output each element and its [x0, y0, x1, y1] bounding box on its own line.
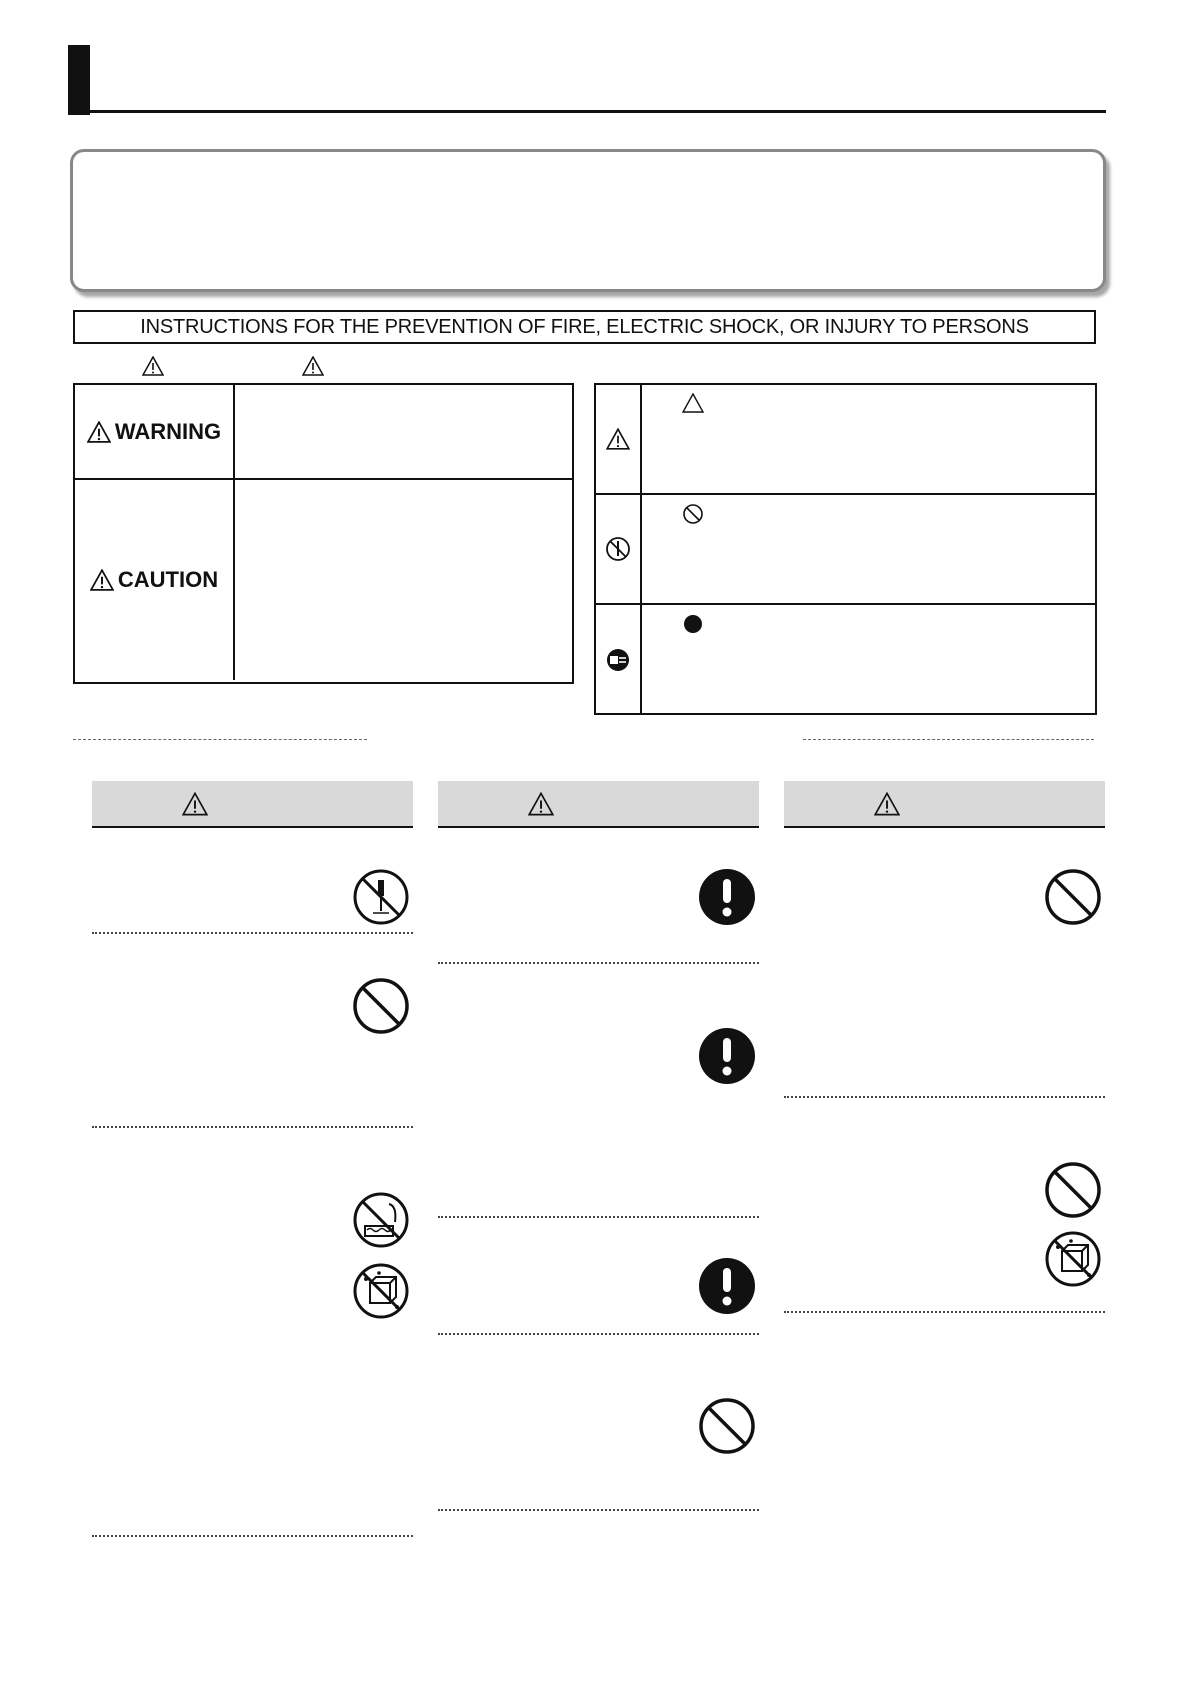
warning-label: WARNING	[114, 418, 222, 444]
separator	[438, 1216, 759, 1218]
dashed-rule-left	[73, 739, 367, 740]
intro-box	[70, 149, 1106, 292]
column-2-header	[438, 781, 759, 828]
prohibited-icon	[1043, 867, 1103, 927]
symbol-meaning-table	[594, 383, 1097, 715]
unplug-icon	[605, 647, 631, 673]
separator	[92, 1126, 413, 1128]
no-moisture-icon	[1043, 1229, 1103, 1289]
warning-triangle-icon	[606, 428, 630, 450]
instructions-heading-box	[73, 310, 1096, 344]
caution-label: CAUTION	[117, 567, 219, 592]
warning-triangle-icon	[142, 356, 164, 376]
mandatory-symbol-row	[596, 605, 1095, 715]
do-not-disassemble-icon	[351, 867, 411, 927]
no-water-icon	[351, 1190, 411, 1250]
warning-triangle-icon	[87, 421, 111, 443]
no-moisture-icon	[351, 1261, 411, 1321]
caution-row	[75, 480, 572, 680]
dashed-rule-right	[803, 739, 1094, 740]
prohibited-icon	[1043, 1160, 1103, 1220]
mandatory-symbol-cell	[596, 605, 642, 715]
warning-triangle-icon	[302, 356, 324, 376]
instructions-heading: INSTRUCTIONS FOR THE PREVENTION OF FIRE, ELECTRIC SHOCK, OR INJURY TO PERSONS	[140, 315, 1029, 338]
warning-triangle-icon	[874, 792, 900, 816]
prohibited-icon	[682, 503, 704, 525]
separator	[438, 962, 759, 964]
warning-triangle-icon	[528, 792, 554, 816]
column-1-header	[92, 781, 413, 828]
column-3-header	[784, 781, 1105, 828]
signal-word-table	[73, 383, 574, 684]
warning-row	[75, 385, 572, 480]
mandatory-icon	[697, 1026, 757, 1086]
do-not-disassemble-icon	[605, 536, 631, 562]
prohibited-icon	[697, 1396, 757, 1456]
mandatory-icon	[697, 1256, 757, 1316]
title-bar-marker	[68, 45, 90, 115]
caution-label-cell	[75, 480, 235, 680]
separator	[438, 1333, 759, 1335]
prohibition-symbol-cell	[596, 495, 642, 603]
warning-triangle-icon	[182, 792, 208, 816]
mandatory-icon	[697, 867, 757, 927]
separator	[784, 1096, 1105, 1098]
separator	[438, 1509, 759, 1511]
prohibited-icon	[351, 976, 411, 1036]
triangle-symbol-cell	[596, 385, 642, 493]
title-rule	[68, 110, 1106, 113]
separator	[92, 932, 413, 934]
warning-triangle-icon	[90, 569, 114, 591]
warning-label-cell	[75, 385, 235, 478]
separator	[784, 1311, 1105, 1313]
separator	[92, 1535, 413, 1537]
triangle-symbol-row	[596, 385, 1095, 495]
triangle-outline-icon	[682, 393, 704, 413]
mandatory-dot-icon	[682, 613, 704, 635]
prohibition-symbol-row	[596, 495, 1095, 605]
